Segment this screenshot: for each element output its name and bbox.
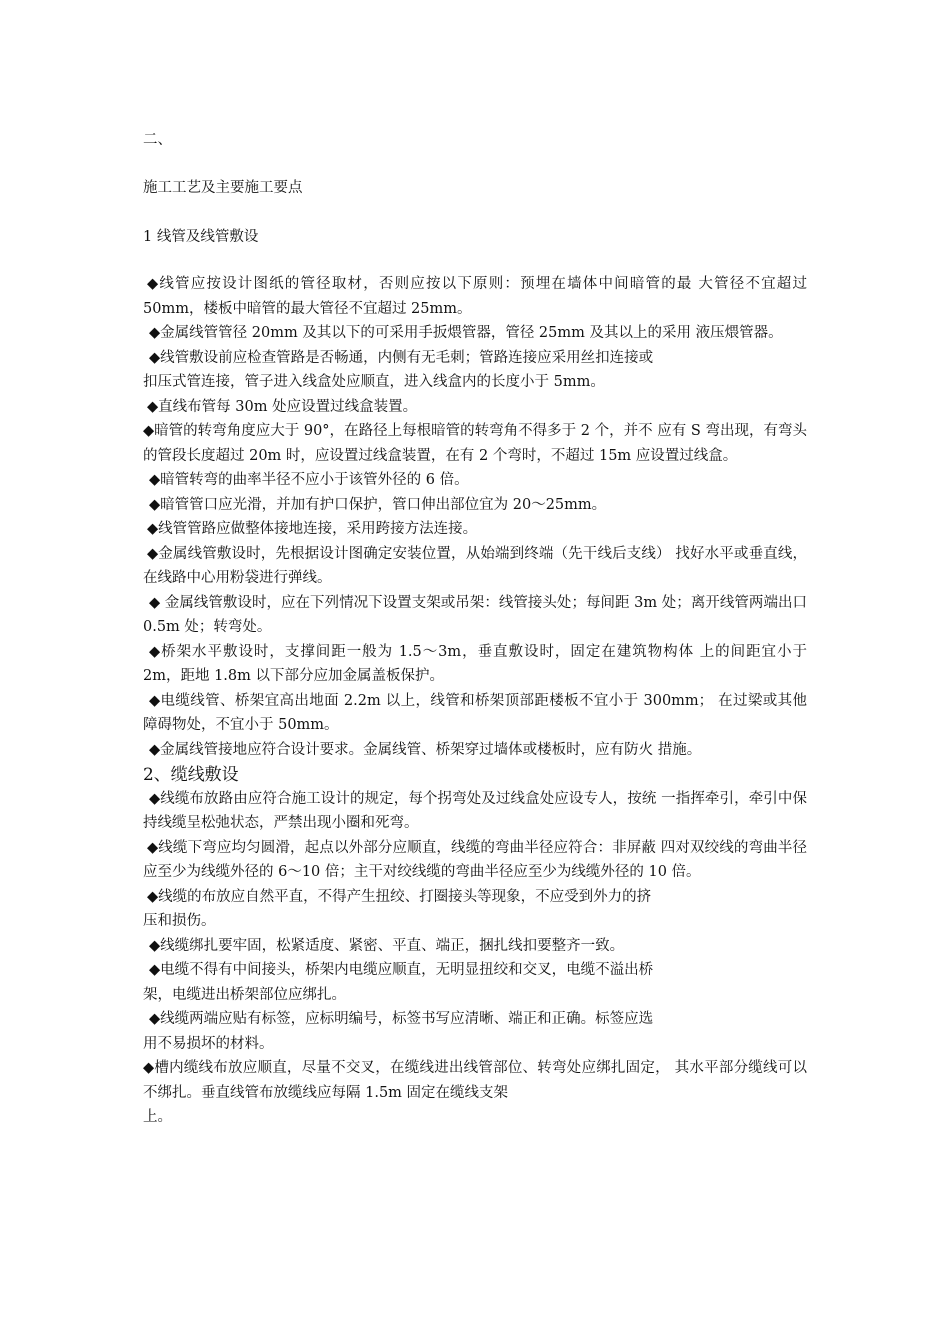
paragraph: 扣压式管连接，管子进入线盒处应顺直，进入线盒内的长度小于 5mm。 — [143, 374, 605, 390]
paragraph: ◆桥架水平敷设时，支撑间距一般为 1.5～3m，垂直敷设时，固定在建筑物构体 上的间距宜小于 2m，距地 1.8m 以下部分应加金属盖板保护。 — [143, 643, 807, 684]
paragraph: 架，电缆进出桥架部位应绑扎。 — [143, 986, 346, 1003]
paragraph: 上。 — [143, 1109, 172, 1125]
section-1-title: 1 线管及线管敷设 — [143, 229, 259, 245]
paragraph: ◆线缆两端应贴有标签，应标明编号，标签书写应清晰、端正和正确。标签应选 — [149, 1011, 654, 1027]
paragraph: ◆暗管的转弯角度应大于 90°，在路径上每根暗管的转弯角不得多于 2 个，并不 应有 S 弯出现，有弯头的管段长度超过 20m 时，应设置过线盒装置，在有 2 个弯时，不超过 15m 应设置过线盒。 — [143, 423, 807, 464]
paragraph: ◆金属线管敷设时，先根据设计图确定安装位置，从始端到终端（先干线后支线） 找好水平或垂直线，在线路中心用粉袋进行弹线。 — [143, 545, 807, 586]
paragraph: ◆暗管转弯的曲率半径不应小于该管外径的 6 倍。 — [149, 472, 469, 488]
paragraph: ◆电缆不得有中间接头，桥架内电缆应顺直，无明显扭绞和交叉，电缆不溢出桥 — [149, 962, 654, 978]
paragraph: ◆直线布管每 30m 处应设置过线盒装置。 — [147, 398, 418, 415]
paragraph: ◆电缆线管、桥架宜高出地面 2.2m 以上，线管和桥架顶部距楼板不宜小于 300mm； 在过梁或其他障碍物处，不宜小于 50mm。 — [143, 692, 807, 733]
document-body — [143, 272, 807, 1130]
paragraph: ◆线缆的布放应自然平直，不得产生扭绞、打圈接头等现象，不应受到外力的挤 — [147, 888, 652, 905]
paragraph: ◆线管管路应做整体接地连接，采用跨接方法连接。 — [147, 521, 478, 537]
paragraph: 压和损伤。 — [143, 913, 216, 929]
chapter-title: 施工工艺及主要施工要点 — [143, 180, 303, 196]
paragraph: ◆金属线管接地应符合设计要求。金属线管、桥架穿过墙体或楼板时，应有防火 措施。 — [149, 741, 702, 758]
paragraph: ◆金属线管管径 20mm 及其以下的可采用手扳煨管器，管径 25mm 及其以上的采用 液压煨管器。 — [149, 325, 783, 341]
paragraph: ◆线缆绑扎要牢固，松紧适度、紧密、平直、端正，捆扎线扣要整齐一致。 — [149, 937, 625, 954]
paragraph: ◆线管敷设前应检查管路是否畅通，内侧有无毛刺；管路连接应采用丝扣连接或 — [149, 349, 654, 366]
paragraph: ◆线缆布放路由应符合施工设计的规定，每个拐弯处及过线盒处应设专人，按统 一指挥牵引，牵引中保持线缆呈松弛状态，严禁出现小圈和死弯。 — [143, 790, 807, 831]
paragraph: ◆槽内缆线布放应顺直，尽量不交叉，在缆线进出线管部位、转弯处应绑扎固定， 其水平部分缆线可以不绑扎。垂直线管布放缆线应每隔 1.5m 固定在缆线支架 — [143, 1060, 807, 1101]
paragraph: ◆ 金属线管敷设时，应在下列情况下设置支架或吊架：线管接头处；每间距 3m 处；离开线管两端出口 0.5m 处；转弯处。 — [143, 594, 807, 635]
paragraph: 用不易损坏的材料。 — [143, 1035, 274, 1052]
paragraph: ◆线管应按设计图纸的管径取材，否则应按以下原则：预埋在墙体中间暗管的最 大管径不宜超过 50mm，楼板中暗管的最大管径不宜超过 25mm。 — [143, 276, 807, 317]
section-2-title: 2、缆线敷设 — [143, 764, 239, 784]
paragraph: ◆暗管管口应光滑，并加有护口保护，管口伸出部位宜为 20～25mm。 — [149, 496, 607, 513]
chapter-number: 二、 — [143, 132, 172, 148]
paragraph: ◆线缆下弯应均匀圆滑，起点以外部分应顺直，线缆的弯曲半径应符合：非屏蔽 四对双绞线的弯曲半径应至少为线缆外径的 6～10 倍；主干对绞线缆的弯曲半径应至少为线缆外径的 10 倍。 — [143, 839, 807, 880]
